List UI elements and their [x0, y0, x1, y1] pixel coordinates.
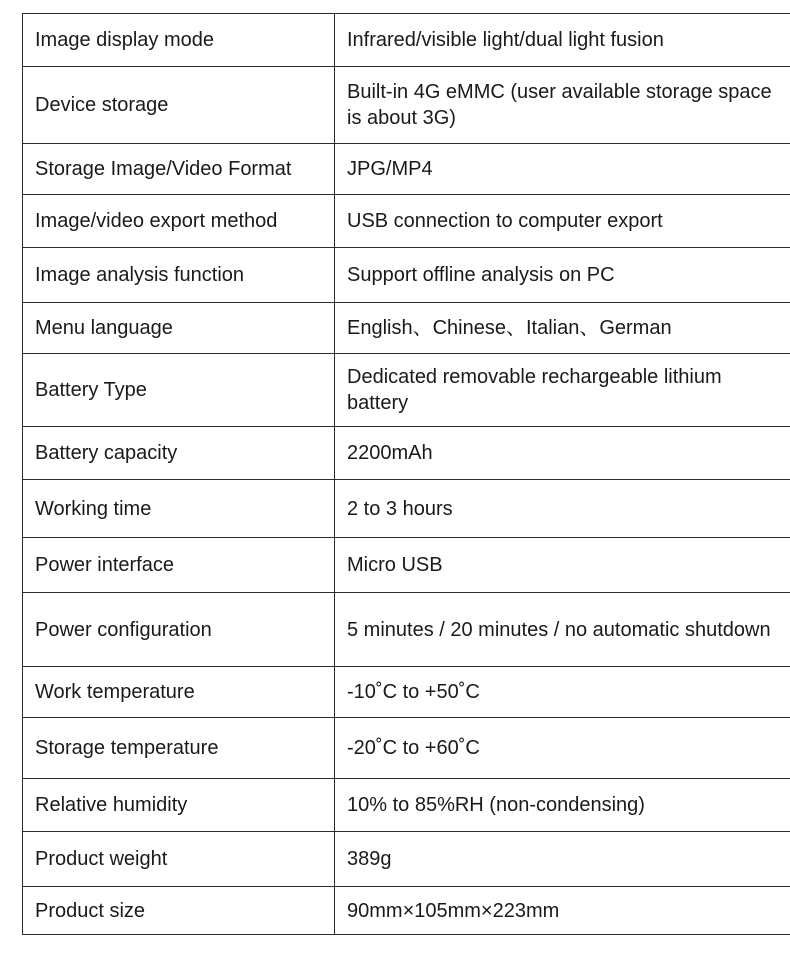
spec-row-power-configuration [23, 593, 790, 667]
spec-label: Device storage [23, 67, 335, 144]
spec-row-working-time [23, 480, 790, 538]
spec-label: Power interface [23, 538, 335, 593]
spec-value: 90mm×105mm×223mm [335, 887, 790, 935]
spec-value: USB connection to computer export [335, 195, 790, 248]
spec-row-storage-format [23, 144, 790, 195]
spec-label: Power configuration [23, 593, 335, 667]
spec-row-relative-humidity [23, 779, 790, 832]
spec-value: Support offline analysis on PC [335, 248, 790, 303]
spec-row-power-interface [23, 538, 790, 593]
spec-value: JPG/MP4 [335, 144, 790, 195]
spec-value: 2200mAh [335, 427, 790, 480]
spec-label: Battery Type [23, 354, 335, 427]
spec-value: 389g [335, 832, 790, 887]
spec-value: 10% to 85%RH (non-condensing) [335, 779, 790, 832]
spec-row-product-size [23, 887, 790, 935]
spec-row-battery-type [23, 354, 790, 427]
spec-row-storage-temperature [23, 718, 790, 779]
spec-value: Built-in 4G eMMC (user available storage space is about 3G) [335, 67, 790, 144]
spec-value: -10˚C to +50˚C [335, 667, 790, 718]
spec-row-image-display-mode [23, 14, 790, 67]
spec-label: Image analysis function [23, 248, 335, 303]
spec-row-battery-capacity [23, 427, 790, 480]
spec-label: Relative humidity [23, 779, 335, 832]
spec-row-work-temperature [23, 667, 790, 718]
spec-row-menu-language [23, 303, 790, 354]
spec-label: Storage Image/Video Format [23, 144, 335, 195]
spec-label: Product weight [23, 832, 335, 887]
spec-table [22, 13, 790, 935]
spec-value: Dedicated removable rechargeable lithium battery [335, 354, 790, 427]
spec-label: Product size [23, 887, 335, 935]
spec-table-body [23, 14, 790, 935]
spec-label: Battery capacity [23, 427, 335, 480]
spec-value: -20˚C to +60˚C [335, 718, 790, 779]
spec-row-device-storage [23, 67, 790, 144]
spec-label: Menu language [23, 303, 335, 354]
spec-value: English、Chinese、Italian、German [335, 303, 790, 354]
spec-label: Working time [23, 480, 335, 538]
spec-row-product-weight [23, 832, 790, 887]
spec-label: Image display mode [23, 14, 335, 67]
spec-label: Storage temperature [23, 718, 335, 779]
spec-label: Image/video export method [23, 195, 335, 248]
spec-label: Work temperature [23, 667, 335, 718]
spec-row-export-method [23, 195, 790, 248]
spec-value: 5 minutes / 20 minutes / no automatic shutdown [335, 593, 790, 667]
spec-value: Micro USB [335, 538, 790, 593]
spec-value: 2 to 3 hours [335, 480, 790, 538]
spec-value: Infrared/visible light/dual light fusion [335, 14, 790, 67]
spec-row-analysis-function [23, 248, 790, 303]
